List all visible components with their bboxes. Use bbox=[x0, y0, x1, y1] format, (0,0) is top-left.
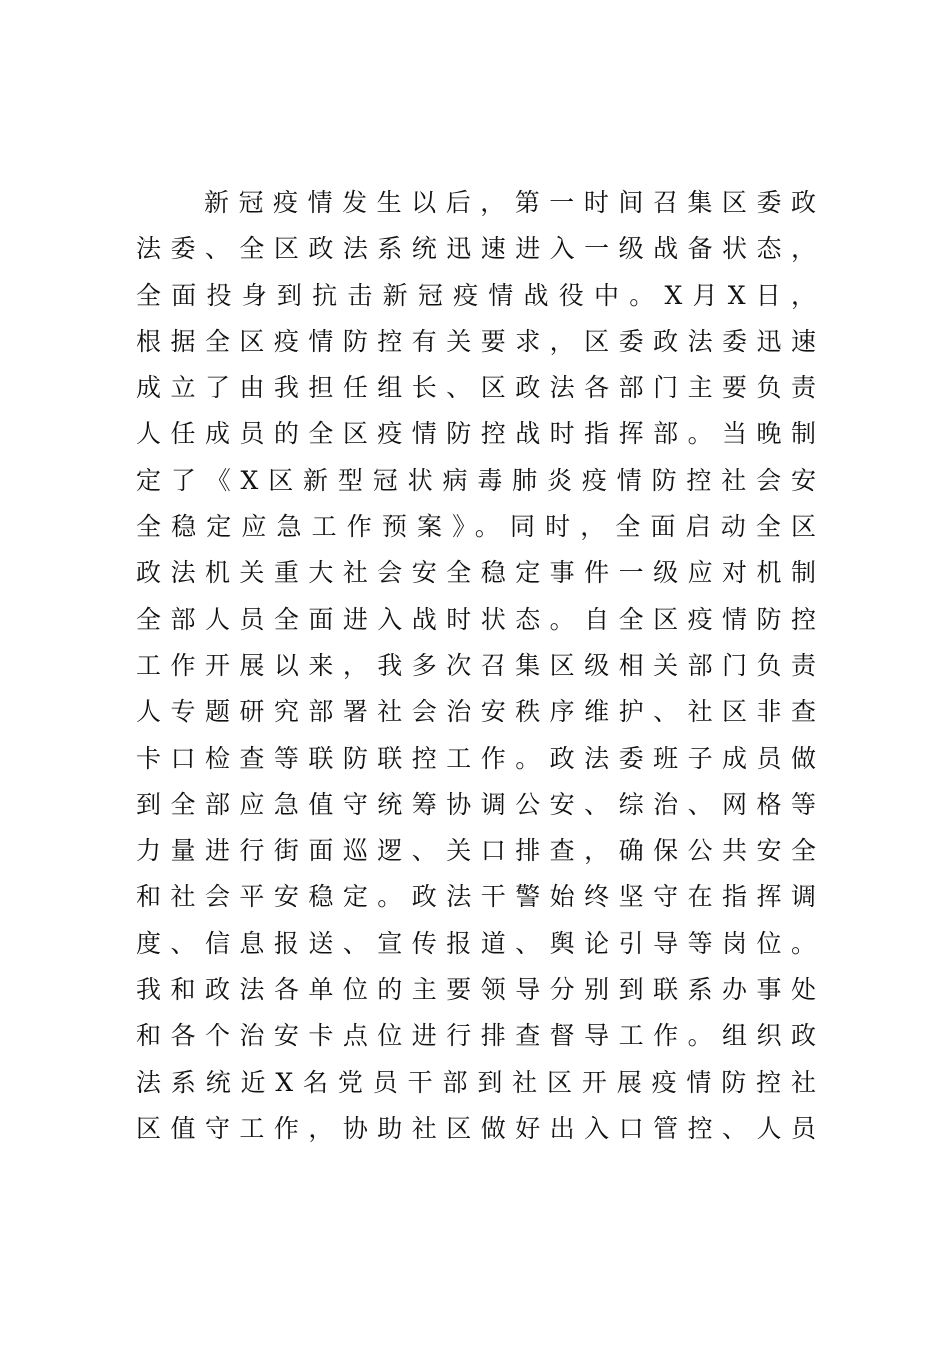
text-line: 政法机关重大社会安全稳定事件一级应对机制 bbox=[136, 558, 816, 588]
text-line: 全部人员全面进入战时状态。自全区疫情防控 bbox=[136, 604, 816, 634]
text-line: 和各个治安卡点位进行排查督导工作。组织政 bbox=[136, 1021, 816, 1051]
text-line: 工作开展以来，我多次召集区级相关部门负责 bbox=[136, 650, 816, 680]
text-line: 区值守工作，协助社区做好出入口管控、人员 bbox=[136, 1113, 816, 1143]
text-line: 力量进行街面巡逻、关口排查，确保公共安全 bbox=[136, 836, 816, 866]
text-line: 人任成员的全区疫情防控战时指挥部。当晚制 bbox=[136, 419, 816, 449]
text-line: 人专题研究部署社会治安秩序维护、社区非查 bbox=[136, 697, 816, 727]
text-line: 新冠疫情发生以后，第一时间召集区委政 bbox=[204, 188, 816, 217]
text-line: 根据全区疫情防控有关要求，区委政法委迅速 bbox=[136, 326, 816, 356]
text-line: 卡口检查等联防联控工作。政法委班子成员做 bbox=[136, 743, 816, 773]
body-paragraph bbox=[136, 180, 816, 1152]
text-line: 和社会平安稳定。政法干警始终坚守在指挥调 bbox=[136, 882, 816, 912]
text-line: 法委、全区政法系统迅速进入一级战备状态， bbox=[136, 234, 816, 264]
text-line: 定了《X区新型冠状病毒肺炎疫情防控社会安 bbox=[136, 465, 816, 495]
text-line: 全面投身到抗击新冠疫情战役中。X月X日， bbox=[136, 280, 816, 310]
text-line: 全稳定应急工作预案》。同时，全面启动全区 bbox=[136, 512, 816, 542]
text-line: 法系统近X名党员干部到社区开展疫情防控社 bbox=[136, 1067, 816, 1097]
text-line: 到全部应急值守统筹协调公安、综治、网格等 bbox=[136, 789, 816, 819]
text-line: 我和政法各单位的主要领导分别到联系办事处 bbox=[136, 975, 816, 1005]
text-line: 度、信息报送、宣传报道、舆论引导等岗位。 bbox=[136, 928, 816, 958]
text-line: 成立了由我担任组长、区政法各部门主要负责 bbox=[136, 373, 816, 403]
